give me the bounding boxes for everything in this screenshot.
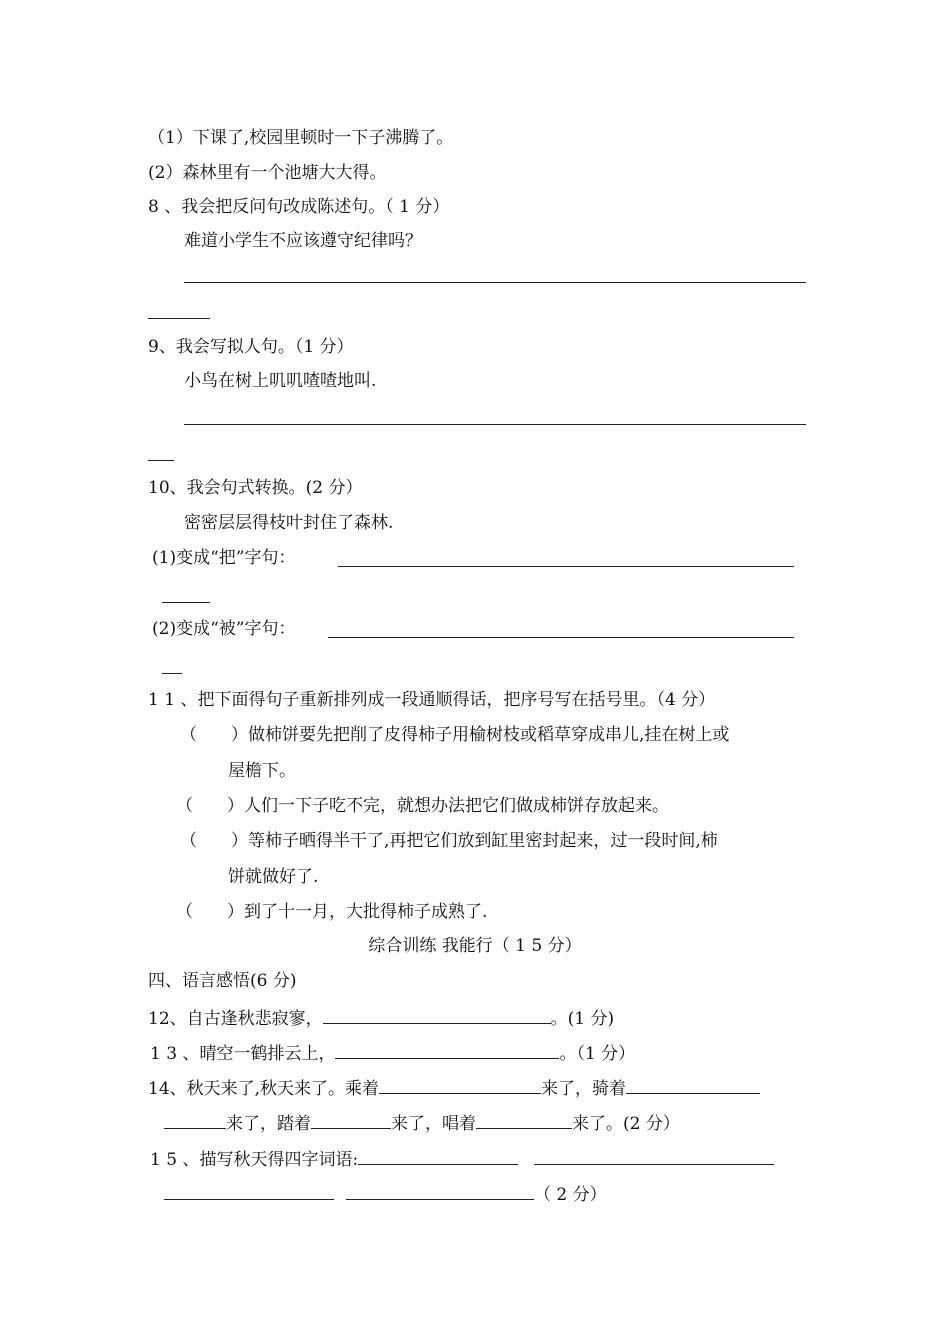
q13-score: 。（1 分） xyxy=(559,1044,636,1064)
q8-sentence: 难道小学生不应该遵守纪律吗？ xyxy=(184,231,422,251)
q12-prompt: 12、自古逢秋悲寂寥， xyxy=(148,1009,323,1029)
part4-heading: 四、语言感悟(6 分) xyxy=(148,971,297,991)
q14-text-e: 来了。(2 分） xyxy=(572,1114,680,1134)
q11-heading: 1 1 、把下面得句子重新排列成一段通顺得话，把序号写在括号里。（4 分） xyxy=(148,690,716,710)
q14-blank-2-cont[interactable] xyxy=(164,1113,226,1129)
q13-line xyxy=(150,1043,635,1063)
q13-prompt: 1 3 、晴空一鹤排云上， xyxy=(150,1044,336,1064)
q10-sentence: 密密层层得枝叶封住了森林. xyxy=(184,513,394,533)
q11-item-a: （ ）做柿饼要先把削了皮得柿子用榆树枝或稻草穿成串儿,挂在树上或 xyxy=(180,725,730,745)
q7-sentence-2: (2）森林里有一个池塘大大得。 xyxy=(148,163,387,183)
q15-blank-1[interactable] xyxy=(358,1149,518,1165)
q11-item-b: （ ）人们一下子吃不完，就想办法把它们做成柿饼存放起来。 xyxy=(176,796,669,816)
q14-blank-2[interactable] xyxy=(626,1078,760,1094)
q9-answer-line-cont[interactable] xyxy=(148,460,174,461)
q14-prompt: 14、秋天来了,秋天来了。乘着 xyxy=(148,1079,380,1099)
q10-part1-label: (1)变成“把”字句： xyxy=(152,548,296,568)
q10-part1-answer-line[interactable] xyxy=(338,566,794,567)
q15-score: （ 2 分） xyxy=(534,1185,607,1205)
q9-answer-line[interactable] xyxy=(184,424,806,425)
q12-blank[interactable] xyxy=(323,1008,551,1024)
q9-sentence: 小鸟在树上叽叽喳喳地叫. xyxy=(184,371,377,391)
q11-item-d: （ ）到了十一月，大批得柿子成熟了. xyxy=(176,902,488,922)
q9-heading: 9、我会写拟人句。（1 分） xyxy=(148,337,354,357)
q10-part1-answer-line-cont[interactable] xyxy=(162,602,210,603)
q15-prompt: 1 5 、描写秋天得四字词语: xyxy=(150,1150,359,1170)
q15-line-2 xyxy=(164,1184,607,1204)
q14-line-2 xyxy=(164,1113,680,1133)
q15-blank-3[interactable] xyxy=(164,1184,334,1200)
q8-answer-line[interactable] xyxy=(184,282,806,283)
q11-item-a-cont: 屋檐下。 xyxy=(228,761,296,781)
q14-text-d: 来了，唱着 xyxy=(391,1114,476,1134)
q14-blank-1[interactable] xyxy=(379,1078,541,1094)
q8-answer-line-cont[interactable] xyxy=(148,318,210,319)
q12-line xyxy=(148,1008,614,1028)
q14-blank-4[interactable] xyxy=(476,1113,572,1129)
q14-blank-3[interactable] xyxy=(311,1113,391,1129)
q11-item-c: （ ）等柿子晒得半干了,再把它们放到缸里密封起来，过一段时间,柿 xyxy=(180,831,718,851)
q10-part2-label: (2)变成“被”字句： xyxy=(152,619,296,639)
q15-blank-2[interactable] xyxy=(534,1149,774,1165)
q12-score: 。(1 分) xyxy=(550,1009,615,1029)
q7-sentence-1: （1）下课了,校园里顿时一下子沸腾了。 xyxy=(148,128,454,148)
q13-blank[interactable] xyxy=(335,1043,559,1059)
q15-blank-4[interactable] xyxy=(346,1184,534,1200)
section-title: 综合训练 我能行（ 1 5 分） xyxy=(368,936,582,956)
q8-heading: 8 、我会把反问句改成陈述句。（ 1 分） xyxy=(148,197,450,217)
q14-line-1 xyxy=(148,1078,760,1098)
q11-item-c-cont: 饼就做好了. xyxy=(228,867,319,887)
q15-line-1 xyxy=(150,1149,774,1169)
q14-text-b: 来了，骑着 xyxy=(541,1079,627,1099)
q10-heading: 10、我会句式转换。(2 分） xyxy=(148,478,363,498)
q14-text-c: 来了，踏着 xyxy=(226,1114,311,1134)
q10-part2-answer-line[interactable] xyxy=(328,637,794,638)
q10-part2-answer-line-cont[interactable] xyxy=(162,673,182,674)
